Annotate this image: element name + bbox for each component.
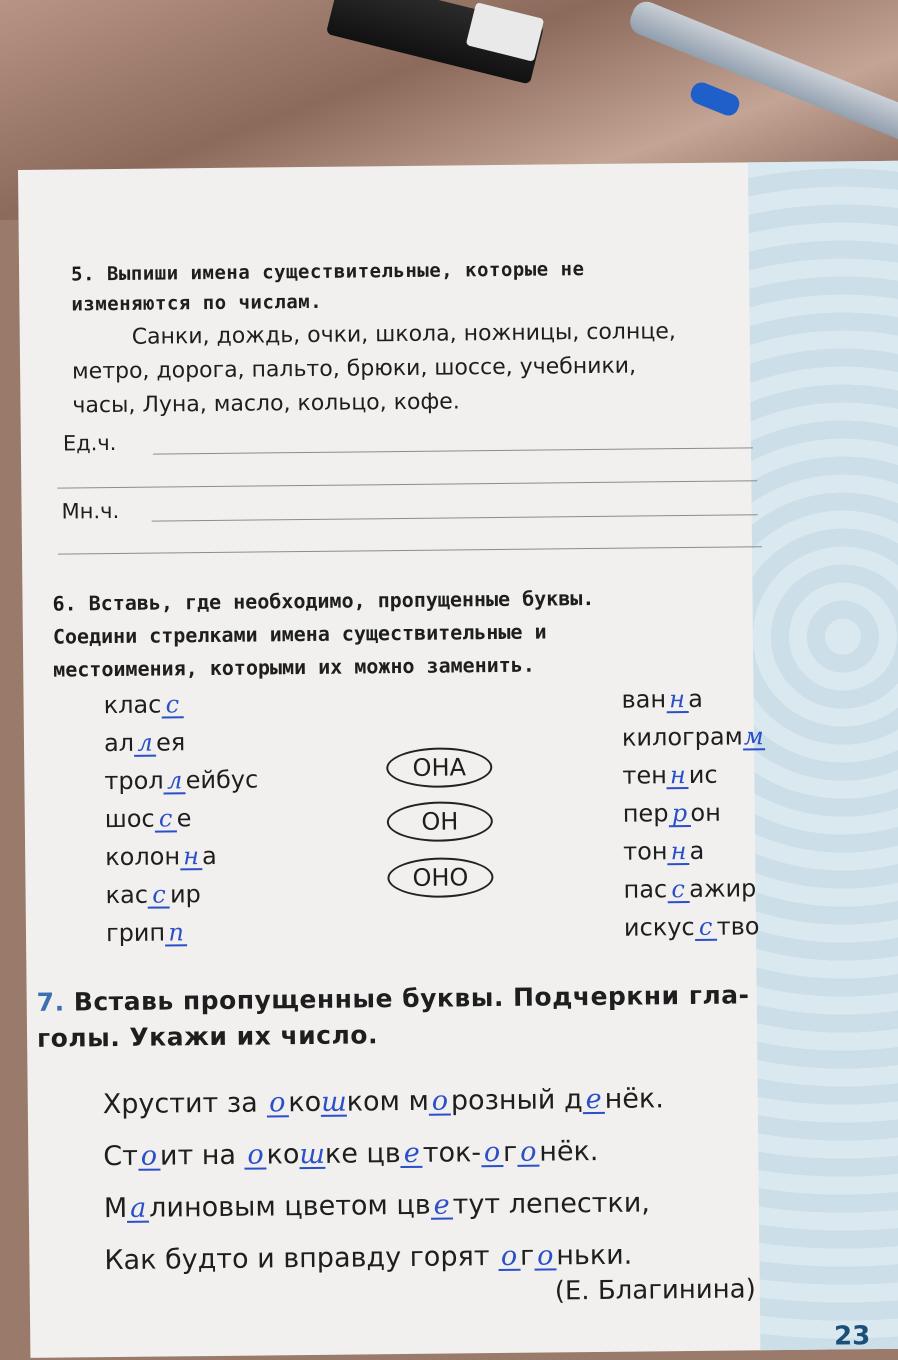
task5-instruction xyxy=(71,252,752,319)
noun-right-word xyxy=(623,799,721,828)
poem-text: ньки. xyxy=(556,1240,632,1272)
poem-text: линовым цветом цв xyxy=(149,1190,431,1224)
inserted-letter[interactable]: с xyxy=(695,915,717,941)
label-singular: Ед.ч. xyxy=(63,431,117,456)
noun-left-word xyxy=(104,766,258,796)
word-text: он xyxy=(690,799,721,827)
inserted-letter[interactable]: о xyxy=(138,1145,160,1171)
inserted-letter[interactable]: с xyxy=(148,882,170,908)
inserted-letter[interactable]: н xyxy=(666,687,688,713)
task5-instruction-line2: изменяются по числам. xyxy=(71,291,322,316)
inserted-letter[interactable]: ш xyxy=(299,1143,325,1169)
task5-words-line1: Санки, дождь, очки, школа, ножницы, солнце, xyxy=(72,314,772,355)
poem-text: ит на xyxy=(160,1140,245,1172)
inserted-letter[interactable]: о xyxy=(481,1141,503,1167)
word-text: а xyxy=(688,685,703,713)
poem-line xyxy=(103,1082,823,1121)
word-text: кас xyxy=(105,881,148,909)
task6-instruction-line2: Соедини стрелками имена существительные и xyxy=(53,619,547,648)
word-text: трол xyxy=(104,767,164,796)
word-text: тон xyxy=(623,837,668,865)
task5-word-list xyxy=(72,314,773,423)
poem-text: ком м xyxy=(347,1086,429,1118)
noun-right-word xyxy=(621,685,703,714)
poem-text: Как будто и вправду горят xyxy=(104,1241,498,1276)
word-text: пас xyxy=(623,875,667,903)
noun-left-word xyxy=(106,918,187,947)
page-number: 23 xyxy=(834,1321,870,1351)
inserted-letter[interactable]: о xyxy=(498,1245,520,1271)
answer-line xyxy=(57,480,757,488)
word-text: искус xyxy=(624,913,695,942)
inserted-letter[interactable]: о xyxy=(534,1244,556,1270)
noun-right-word xyxy=(623,874,756,903)
answer-line xyxy=(152,514,758,521)
inserted-letter[interactable]: с xyxy=(161,692,183,718)
word-text: тво xyxy=(717,912,760,940)
inserted-letter[interactable]: е xyxy=(401,1142,423,1168)
inserted-letter[interactable]: о xyxy=(244,1143,266,1169)
noun-left-word xyxy=(105,842,217,871)
poem-text: г xyxy=(503,1137,518,1168)
inserted-letter[interactable]: р xyxy=(668,801,690,827)
noun-right-word xyxy=(623,837,704,866)
inserted-letter[interactable]: о xyxy=(517,1141,539,1167)
word-text: грип xyxy=(106,919,165,948)
word-text: тен xyxy=(622,761,667,789)
task5-words-line2: метро, дорога, пальто, брюки, шоссе, учебники, xyxy=(72,348,772,389)
inserted-letter[interactable]: н xyxy=(667,763,689,789)
poem-text: нёк. xyxy=(539,1136,598,1168)
inserted-letter[interactable]: а xyxy=(127,1197,149,1223)
inserted-letter[interactable]: о xyxy=(266,1091,288,1117)
task7-instruction-line2: голы. Укажи их число. xyxy=(37,1020,378,1053)
task6-instruction xyxy=(52,580,793,687)
word-text: ир xyxy=(170,880,201,908)
inserted-letter[interactable]: п xyxy=(165,920,187,946)
answer-line xyxy=(58,546,762,554)
label-plural: Мн.ч. xyxy=(61,499,119,524)
word-text: ажир xyxy=(689,874,756,903)
inserted-letter[interactable]: ш xyxy=(321,1091,347,1117)
word-text: ейбус xyxy=(186,766,259,795)
word-text: пер xyxy=(623,799,669,827)
word-text: колон xyxy=(105,842,180,871)
word-text: килограм xyxy=(622,722,743,751)
poem-text: ке цв xyxy=(325,1138,401,1170)
task5-words-line3: часы, Луна, масло, кольцо, кофе. xyxy=(72,382,772,423)
noun-left-word xyxy=(105,804,192,833)
task6-number: 6. xyxy=(52,591,76,615)
pronoun-ono[interactable]: ОНО xyxy=(387,857,493,898)
poem-text: Хрустит за xyxy=(103,1087,267,1120)
task7-instruction xyxy=(37,977,818,1057)
task5-instruction-line1: Выпиши имена существительные, которые не xyxy=(107,258,585,285)
task6-instruction-line3: местоимения, которыми их можно заменить. xyxy=(53,653,535,682)
poem-text: ко xyxy=(288,1087,321,1118)
word-text: е xyxy=(176,804,191,832)
word-text: ван xyxy=(621,685,666,713)
inserted-letter[interactable]: м xyxy=(743,724,765,750)
word-text: а xyxy=(202,842,217,870)
poem-author: (Е. Благинина) xyxy=(555,1274,756,1306)
workbook-page xyxy=(18,161,898,1358)
noun-right-word xyxy=(622,722,765,751)
answer-line xyxy=(153,447,753,454)
word-text: клас xyxy=(103,691,161,720)
noun-right-word xyxy=(622,761,718,790)
word-text: ал xyxy=(104,729,134,757)
poem-text: тут лепестки, xyxy=(453,1187,650,1220)
task7-instruction-line1: Вставь пропущенные буквы. Подчеркни гла- xyxy=(74,980,750,1016)
task6-instruction-line1: Вставь, где необходимо, пропущенные буквы. xyxy=(89,586,595,615)
poem-text: ко xyxy=(266,1139,299,1170)
poem-line xyxy=(103,1134,823,1173)
task7-number: 7. xyxy=(37,988,65,1017)
pronoun-on[interactable]: ОН xyxy=(387,801,493,842)
pronoun-ona[interactable]: ОНА xyxy=(386,747,492,788)
inserted-letter[interactable]: с xyxy=(667,877,689,903)
poem-text: Ст xyxy=(103,1141,138,1172)
inserted-letter[interactable]: н xyxy=(667,839,689,865)
noun-left-word xyxy=(103,690,183,719)
inserted-letter[interactable]: е xyxy=(583,1088,605,1114)
inserted-letter[interactable]: н xyxy=(180,844,202,870)
poem-line xyxy=(104,1186,824,1225)
task5-number: 5. xyxy=(71,263,95,285)
inserted-letter[interactable]: л xyxy=(134,731,156,757)
word-text: ея xyxy=(156,728,185,756)
poem-line xyxy=(104,1238,824,1277)
poem-text: М xyxy=(104,1193,128,1224)
poem-text: ток- xyxy=(423,1137,482,1169)
word-text: шос xyxy=(105,805,155,834)
noun-right-word xyxy=(624,912,760,941)
inserted-letter[interactable]: с xyxy=(155,806,177,832)
inserted-letter[interactable]: л xyxy=(164,768,186,794)
word-text: а xyxy=(689,837,704,865)
noun-left-word xyxy=(104,728,186,757)
word-text: ис xyxy=(689,761,718,789)
poem-text: розный д xyxy=(451,1084,583,1116)
poem-text: нёк. xyxy=(604,1083,663,1115)
inserted-letter[interactable]: е xyxy=(431,1194,453,1220)
poem-text: г xyxy=(520,1241,535,1272)
inserted-letter[interactable]: о xyxy=(429,1090,451,1116)
noun-left-word xyxy=(105,880,201,909)
